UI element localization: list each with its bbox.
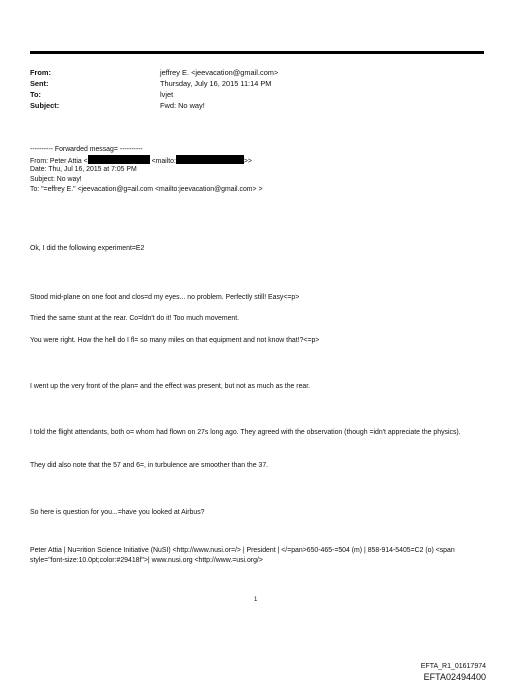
from-label: From: [30, 68, 51, 77]
subject-value: Fwd: No way! [160, 101, 205, 110]
body-paragraph: You were right. How the hell do I fl= so many miles on that equipment and not know that!?<=p> [30, 337, 320, 344]
signature: Peter Attia | Nu=rition Science Initiative (NuSI) <http://www.nusi.or=/> | President | </=pan>650-465-=504 (m) | 858-914-5405=C2 (o) <span style="font-size:10.0pt;color:#29418f">| www.nusi.org <http://www.=usi.org/> [30, 547, 455, 564]
forward-from-suffix: >> [243, 158, 252, 165]
subject-label: Subject: [30, 101, 60, 110]
body-paragraph: I told the flight attendants, both o= whom had flown on 27s long ago. They agreed with the observation (though =idn't appreciate the physics). [30, 429, 461, 436]
email-header [30, 67, 490, 117]
forward-to: To: "=effrey E." <jeevacation@g=ail.com <mailto:jeevacation@gmail.com> > [30, 186, 263, 193]
header-rule [30, 51, 484, 54]
forward-date: Date: Thu, Jul 16, 2015 at 7:05 PM [30, 166, 137, 173]
body-paragraph: Tried the same stunt at the rear. Co=ldn't do it! Too much movement. [30, 315, 240, 322]
page-number: 1 [254, 597, 258, 603]
sent-value: Thursday, July 16, 2015 11:14 PM [160, 79, 272, 88]
redaction-box [88, 155, 150, 164]
efta-stamp-primary: EFTA02494400 [423, 672, 486, 682]
to-label: To: [30, 90, 41, 99]
body-paragraph: Ok, I did the following experiment=E2 [30, 245, 145, 252]
redaction-box [176, 155, 244, 164]
forward-divider: ---------- Forwarded messag= ---------- [30, 146, 143, 153]
from-value: jeffrey E. <jeevacation@gmail.com> [160, 68, 279, 77]
body-paragraph: So here is question for you...=have you looked at Airbus? [30, 509, 205, 516]
sent-label: Sent: [30, 79, 49, 88]
forward-subject: Subject: No way! [30, 176, 82, 183]
body-paragraph: They did also note that the 57 and 6=, in turbulence are smoother than the 37. [30, 462, 269, 469]
body-paragraph: I went up the very front of the plan= and the effect was present, but not as much as the rear. [30, 383, 311, 390]
forward-from-prefix: From: Peter Attia < [30, 158, 88, 165]
forward-from-mailto: <mailto: [151, 158, 176, 165]
to-value: lvjet [160, 90, 174, 99]
body-paragraph: Stood mid-plane on one foot and clos=d my eyes... no problem. Perfectly still! Easy<=p> [30, 294, 300, 301]
efta-stamp-secondary: EFTA_R1_01617974 [420, 663, 486, 670]
